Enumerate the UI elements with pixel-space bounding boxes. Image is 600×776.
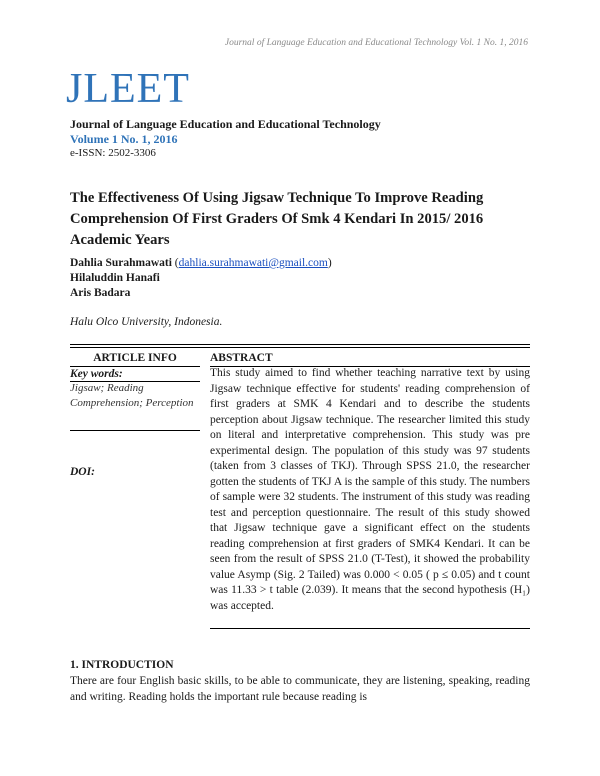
abstract-heading: ABSTRACT: [210, 352, 273, 364]
introduction-heading: 1. INTRODUCTION: [70, 659, 174, 671]
running-header: Journal of Language Education and Educational Technology Vol. 1 No. 1, 2016: [224, 38, 528, 48]
paper-title: The Effectiveness Of Using Jigsaw Technique To Improve Reading Comprehension Of First Graders Of Smk 4 Kendari In 2015/ 2016 Academic Years: [70, 190, 484, 248]
abstract-text: This study aimed to find whether teaching narrative text by using Jigsaw technique effective for students' reading comprehension of first graders at SMK 4 Kendari and to describe the students perception about Jigsaw technique. The researcher limited this study on literal and interpretative comprehension. This study was pre experimental design. The population of this study was 97 students (taken from 3 classes of TKJ). Through SPSS 21.0, the researcher gotten the students of TKJ A is the sample of this study. The numbers of sample were 32 students. The instrument of this study was reading test and perception questionnaire. The result of this study showed that Jigsaw technique gave a significant effect on the students reading comprehension at first graders of SMK4 Kendari. It can be seen from the result of SPSS 21.0 (T-Test), it showed the probability value Asymp (Sig. 2 Tailed) was 0.000 < 0.05 ( p ≤ 0.05) and t count was 11.33 > t table (2.039). It means that the second hypothesis (H₁) was accepted.: [210, 367, 530, 612]
keywords-label: Key words:: [70, 368, 123, 380]
journal-name: Journal of Language Education and Educational Technology: [70, 117, 381, 131]
section-divider: [70, 347, 530, 348]
section-divider: [70, 344, 530, 345]
affiliation: Halu Olco University, Indonesia.: [70, 316, 223, 328]
author-name: Dahlia Surahmawati: [70, 257, 172, 269]
author-1: Dahlia Surahmawati (dahlia.surahmawati@gmail.com): [70, 257, 332, 269]
article-info-rule: [70, 366, 200, 367]
author-3: Aris Badara: [70, 287, 131, 299]
article-info-heading: ARTICLE INFO: [93, 352, 177, 364]
journal-issn: e-ISSN: 2502-3306: [70, 147, 156, 159]
journal-logo: JLEET: [66, 66, 190, 112]
author-email-link[interactable]: dahlia.surahmawati@gmail.com: [178, 257, 328, 269]
keywords-end-rule: [70, 430, 200, 431]
author-2: Hilaluddin Hanafi: [70, 272, 160, 284]
journal-volume: Volume 1 No. 1, 2016: [70, 132, 178, 146]
introduction-text: There are four English basic skills, to be able to communicate, they are listening, speaking, reading and writing. Reading holds the important rule because reading is: [70, 675, 530, 703]
keywords: Jigsaw; Reading Comprehension; Perception: [70, 382, 194, 409]
doi-label: DOI:: [70, 466, 95, 478]
abstract-end-rule: [210, 628, 530, 629]
